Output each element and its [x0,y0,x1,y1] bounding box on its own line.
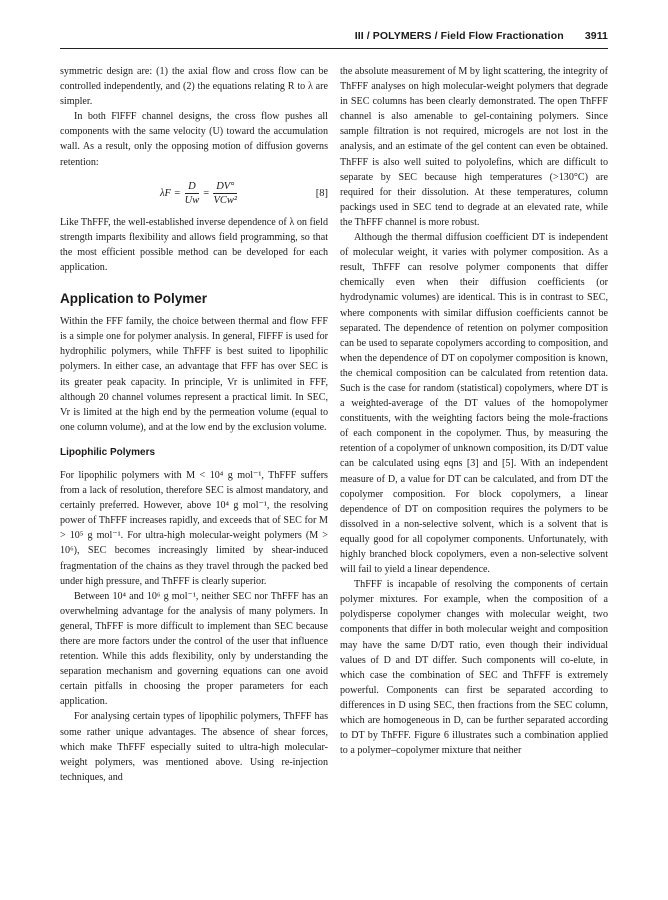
fraction-denominator: Uw [184,194,200,206]
fraction-numerator: D [185,180,199,194]
paragraph: Between 10⁴ and 10⁶ g mol⁻¹, neither SEC nor ThFFF has an overwhelming advantage for the analysis of many polymers. In general, ThFFF is more difficult to implement than SEC because there are more factors under the control of the user that influence retention. While this adds flexibility, only by understanding the separation mechanism and governing equations can one avoid certain pitfalls in choosing the proper parameters for each application. [60,590,328,708]
paragraph: ThFFF is incapable of resolving the components of certain polymer mixtures. For example, when the composition of a polydisperse copolymer changes with molecular weight, two components that differ in both molecular weight and composition may have the same D/DT ratio, even though their individual values of D and DT differ. Such components will co-elute, in which case the combination of SEC and ThFFF is extremely powerful. Components can first be separated according to differences in D using SEC, then fractions from the SEC column, which are homogeneous in D, can be further separated according to DT by ThFFF. Figure 6 illustrates such a combination applied to a polymer–copolymer mixture that neither [340,579,608,757]
equation-fraction-1 [185,180,200,207]
right-column [340,64,608,758]
page-number: 3911 [584,30,608,42]
subsection-heading: Lipophilic Polymers [60,446,156,458]
fraction-denominator: VCw² [213,194,238,206]
paragraph: Like ThFFF, the well-established inverse dependence of λ on field strength imparts flexibility and allows field programming, so that the most efficient possible method can be developed for each application. [60,216,328,273]
paragraph: In both FlFFF channel designs, the cross flow pushes all components with the same velocity (U) toward the accumulation wall. As a result, only the opposing motion of diffusion governs retention: [60,111,328,168]
paragraph: the absolute measurement of M by light scattering, the integrity of ThFFF analyses on high molecular-weight polymers that degrade in SEC columns has been clearly demonstrated. The open ThFFF channel is also amenable to gel-containing polymers. Since sample filtration is not required, microgels are not lost in the analysis, and an estimate of the gel content can even be obtained. ThFFF is also well suited to polyolefins, which are difficult to separate by SEC because high temperatures (>130°C) are required for their dissolution. At these temperatures, column packings used in SEC tend to degrade at an elevated rate, while the ThFFF channel is more robust. [340,66,608,228]
header-rule [60,48,608,49]
paragraph: Within the FFF family, the choice between thermal and flow FFF is a simple one for polymer analysis. In general, FlFFF is used for hydrophilic polymers, while ThFFF is best suited to lipophilic polymers. In either case, an advantage that FFF has over SEC is its greater peak capacity. In principle, Vr is unlimited in FFF, although 20 channel volumes represent a practical limit. In SEC, Vr is limited at the high end by the permeation volume (equal to one column volume), and at the low end by the exclusion volume. [60,316,328,433]
paragraph: For lipophilic polymers with M < 10⁴ g mol⁻¹, ThFFF suffers from a lack of resolution, therefore SEC is almost mandatory, and certainly preferred. However, above 10⁴ g mol⁻¹, the resolving power of ThFFF increases rapidly, and exceeds that of SEC for M > 10⁵ g mol⁻¹. For ultra-high molecular-weight polymers (M > 10⁶), SEC becomes increasingly limited by shear-induced fragmentation of the chains as they travel through the packed bed under high pressure, and ThFFF is clearly superior. [60,469,328,587]
equals-sign: = [203,187,210,199]
running-title: III / POLYMERS / Field Flow Fractionation [354,30,564,42]
paragraph: symmetric design are: (1) the axial flow and cross flow can be controlled independently, and (2) the equations relating R to λ are simpler. [60,66,328,108]
equation-lhs: λF = [160,187,181,199]
fraction-numerator: DV° [213,180,237,194]
left-column [60,64,328,785]
paragraph: Although the thermal diffusion coefficient DT is independent of molecular weight, it varies with polymer composition. As a result, ThFFF can resolve polymer components that differ chemically even when their diffusion coefficients (or hydrodynamic volumes) are identical. This is in contrast to SEC, where components with similar diffusion coefficients cannot be separated. The dependence of retention on polymer composition can be used to separate copolymers according to composition, and when the dependence of DT on copolymer composition is known, the chemical composition can be calculated from retention data. Such is the case for random (statistical) copolymers, where DT is a weighted-average of the DT values of the homopolymer constituents, with the weighting factors being the mole-fractions of each component in the copolymer. Thus, by measuring the retention of a copolymer of unknown composition, its D/DT value can be calculated using eqns [3] and [5]. With an independent measure of D, a value for DT can be calculated, and from DT the copolymer composition. For block copolymers, a linear dependence of DT on composition requires the polymers to be dissolved in a non-selective solvent, which is a solvent that is equally good for all copolymer components. Unfortunately, with highly branched block copolymers, even a non-selective solvent will fail to yield a linear dependence. [340,232,608,576]
running-header [355,30,608,42]
equation-number: [8] [315,187,328,199]
equation-fraction-2 [213,180,237,207]
paragraph: For analysing certain types of lipophilic polymers, ThFFF has some rather unique advantages. The absence of shear forces, which make ThFFF especially suited to ultra-high molecular-weight polymers, was mentioned above. Using re-injection techniques, and [60,711,328,783]
section-heading: Application to Polymer [60,291,208,307]
equation-8 [60,180,328,207]
